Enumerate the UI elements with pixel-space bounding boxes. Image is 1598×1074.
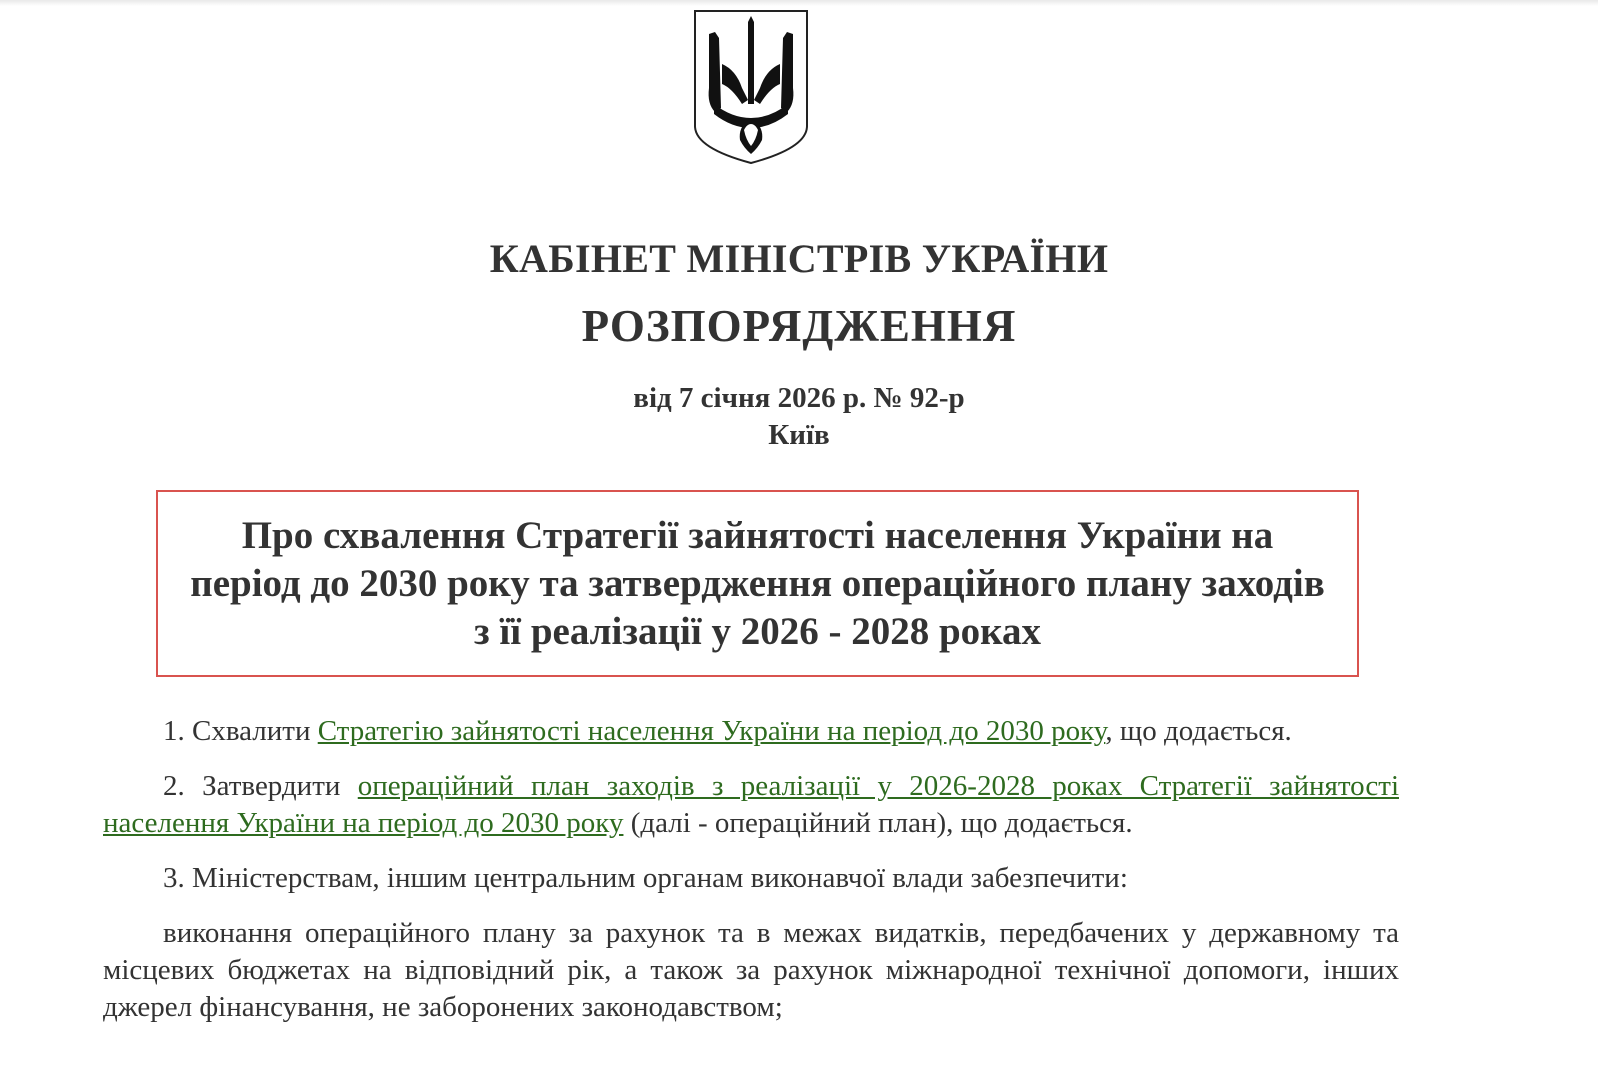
paragraph-4: виконання операційного плану за рахунок та в межах видатків, передбачених у державному та місцевих бюджетах на відповідний рік, а також за рахунок міжнародної технічної допомоги, інших джерел фінансування, не заборонених законодавством; [103,917,1399,1023]
paragraph-3: 3. Міністерствам, іншим центральним органам виконавчої влади забезпечити: [163,862,1128,894]
operational-plan-link[interactable]: операційний план заходів з реалізації у 2026-2028 роках Стратегії зайнятості населення України на період до 2030 року [103,770,1399,839]
ukraine-trident-coat-of-arms-icon [692,8,810,166]
order-title-box [156,490,1359,677]
paragraph-1-before: 1. Схвалити [163,715,318,747]
order-type-heading: РОЗПОРЯДЖЕННЯ [581,301,1017,351]
order-date-number: від 7 січня 2026 р. № 92-р [633,382,965,414]
order-title: Про схвалення Стратегії зайнятості населення України на період до 2030 року та затвердження операційного плану заходів з її реалізації у 2026 - 2028 роках [190,513,1325,653]
paragraph-1 [103,713,1399,750]
cabinet-heading: КАБІНЕТ МІНІСТРІВ УКРАЇНИ [489,236,1109,281]
document-body [103,713,1399,1044]
paragraph-2-before: 2. Затвердити [163,770,358,802]
order-city: Київ [768,419,830,451]
paragraph-2 [103,768,1399,842]
top-shade [0,0,1598,6]
paragraph-1-after: , що додається. [1105,715,1292,747]
strategy-link[interactable]: Стратегію зайнятості населення України на період до 2030 року [317,715,1106,747]
paragraph-2-after: (далі - операційний план), що додається. [623,807,1133,839]
